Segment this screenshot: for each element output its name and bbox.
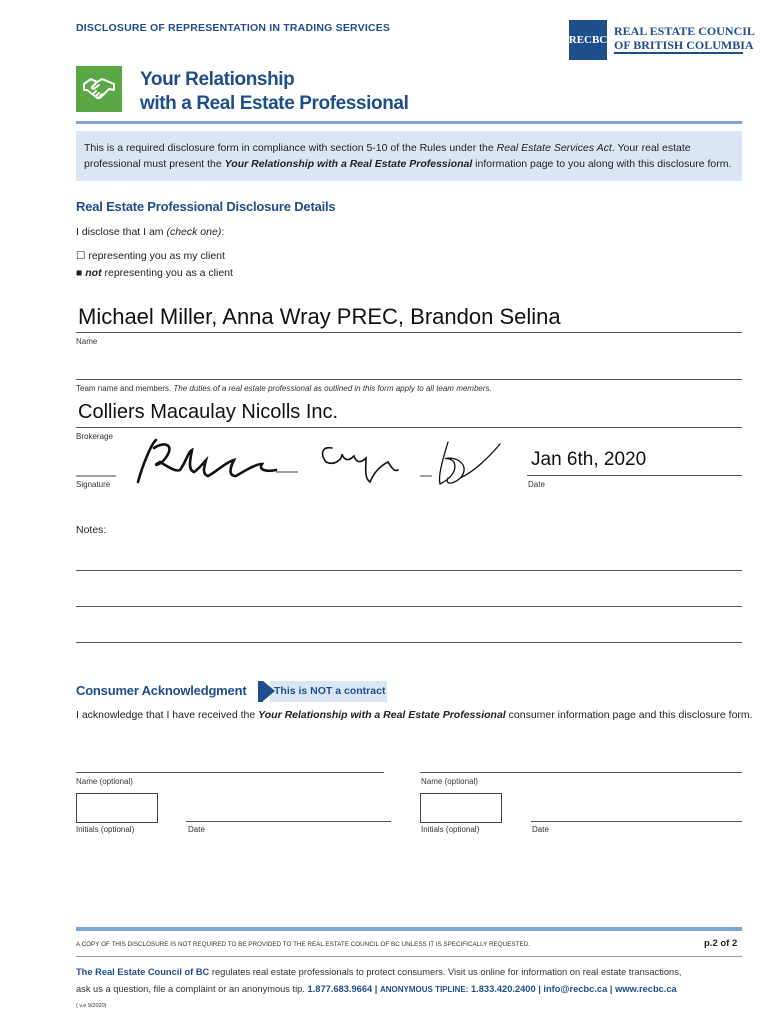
consumer-name-2-label: Name (optional) bbox=[421, 777, 478, 786]
page-title bbox=[140, 68, 408, 116]
form-version: ( v.e 9/2020) bbox=[76, 1003, 107, 1009]
page-number: p.2 of 2 bbox=[704, 938, 738, 949]
recbc-logo-text bbox=[614, 24, 755, 52]
acknowledgment-text bbox=[76, 709, 753, 721]
footer-website[interactable]: www.recbc.ca bbox=[615, 984, 677, 994]
notice-act: Real Estate Services Act bbox=[496, 142, 612, 154]
notice-part-1: This is a required disclosure form in compliance with section 5-10 of the Rules under the bbox=[84, 142, 497, 154]
footer-divider bbox=[76, 927, 742, 931]
footer-sep-2: | bbox=[538, 984, 541, 994]
date-2-label: Date bbox=[532, 825, 549, 834]
logo-line-1: REAL ESTATE COUNCIL bbox=[614, 24, 755, 38]
footer-sep-1: | bbox=[374, 984, 378, 994]
footer-tipline[interactable]: 1.833.420.2400 bbox=[471, 984, 536, 994]
ack-text-1: I acknowledge that I have received the bbox=[76, 709, 259, 721]
initials-2-label: Initials (optional) bbox=[421, 825, 480, 834]
title-line-2: with a Real Estate Professional bbox=[140, 93, 409, 114]
date-1-label: Date bbox=[188, 825, 205, 834]
footer-desc-text: regulates real estate professionals to protect consumers. Visit us online for information on real estate transactions, bbox=[209, 967, 682, 977]
consumer-name-2-line[interactable] bbox=[420, 772, 742, 773]
checkbox-checked[interactable]: ■ bbox=[76, 267, 83, 279]
date-1-line[interactable] bbox=[186, 821, 391, 822]
footer-desc bbox=[76, 967, 746, 977]
checkbox-unchecked[interactable]: ☐ bbox=[76, 250, 86, 262]
disclose-intro bbox=[76, 226, 224, 238]
notice-part-3: information page to you along with this disclosure form. bbox=[472, 158, 732, 170]
notes-line-2[interactable] bbox=[76, 606, 742, 607]
option-1-label: representing you as my client bbox=[88, 250, 225, 262]
consumer-name-1-line[interactable] bbox=[76, 772, 384, 773]
recbc-logo-mark: RECBC bbox=[569, 20, 607, 60]
name-value[interactable]: Michael Miller, Anna Wray PREC, Brandon Selina bbox=[78, 304, 561, 329]
logo-underline bbox=[614, 52, 743, 54]
initials-1-box[interactable] bbox=[76, 793, 158, 823]
initials-2-box[interactable] bbox=[420, 793, 502, 823]
logo-line-2: OF BRITISH COLUMBIA bbox=[614, 38, 754, 52]
brokerage-value[interactable]: Colliers Macaulay Nicolls Inc. bbox=[78, 401, 339, 423]
form-type-label: DISCLOSURE OF REPRESENTATION IN TRADING SERVICES bbox=[76, 22, 391, 34]
team-line[interactable] bbox=[76, 379, 742, 380]
contract-badge: This is NOT a contract bbox=[274, 685, 386, 697]
footer-sep-3: | bbox=[609, 984, 613, 994]
date-2-line[interactable] bbox=[531, 821, 742, 822]
date-line bbox=[527, 475, 742, 476]
ack-text-emph: Your Relationship with a Real Estate Professional bbox=[258, 709, 506, 721]
name-label: Name bbox=[76, 337, 98, 346]
intro-hint: (check one) bbox=[166, 226, 222, 238]
acknowledgment-heading: Consumer Acknowledgment bbox=[76, 683, 247, 698]
footer-phone[interactable]: 1.877.683.9664 bbox=[307, 984, 373, 994]
footer-contact bbox=[76, 984, 677, 994]
intro-end: : bbox=[221, 226, 225, 238]
team-label bbox=[76, 384, 492, 393]
handshake-icon bbox=[76, 66, 122, 112]
team-label-text: Team name and members. bbox=[76, 384, 174, 393]
notice-page-name: Your Relationship with a Real Estate Professional bbox=[224, 158, 473, 170]
notice-text bbox=[84, 140, 734, 172]
name-line bbox=[76, 332, 742, 333]
option-2-label: representing you as a client bbox=[101, 267, 233, 279]
option-representing[interactable] bbox=[76, 250, 225, 262]
notes-line-1[interactable] bbox=[76, 570, 742, 571]
title-line-1: Your Relationship bbox=[140, 69, 295, 90]
date-label: Date bbox=[528, 480, 545, 489]
brokerage-line bbox=[76, 427, 742, 428]
disclosure-heading: Real Estate Professional Disclosure Details bbox=[76, 199, 336, 214]
signature-drawing[interactable] bbox=[76, 432, 516, 492]
option-2-emph: not bbox=[85, 267, 102, 279]
footer-tipline-label: ANONYMOUS TIPLINE: bbox=[379, 985, 469, 994]
header-divider bbox=[76, 121, 742, 124]
date-value[interactable]: Jan 6th, 2020 bbox=[531, 449, 647, 470]
option-not-representing[interactable] bbox=[76, 267, 233, 279]
consumer-name-1-label: Name (optional) bbox=[76, 777, 133, 786]
copy-note: A COPY OF THIS DISCLOSURE IS NOT REQUIRED TO BE PROVIDED TO THE REAL ESTATE COUNCIL OF BC UNLESS IT IS SPECIFICALLY REQUESTED. bbox=[76, 941, 530, 948]
ack-text-2: consumer information page and this disclosure form. bbox=[505, 709, 753, 721]
notice-part-2: . Your real estate professional must present the bbox=[84, 142, 691, 170]
footer-line bbox=[76, 956, 742, 957]
brokerage-label: Brokerage bbox=[76, 432, 113, 441]
footer-desc-2: ask us a question, file a complaint or an anonymous tip. bbox=[76, 984, 305, 994]
signature-label: Signature bbox=[76, 480, 111, 489]
intro-text: I disclose that I am bbox=[76, 226, 167, 238]
notes-line-3[interactable] bbox=[76, 642, 742, 643]
notes-label: Notes: bbox=[76, 524, 107, 536]
footer-org: The Real Estate Council of BC bbox=[76, 967, 210, 977]
initials-1-label: Initials (optional) bbox=[76, 825, 135, 834]
footer-email[interactable]: info@recbc.ca bbox=[543, 984, 608, 994]
team-note: The duties of a real estate professional as outlined in this form apply to all team members. bbox=[173, 384, 492, 393]
